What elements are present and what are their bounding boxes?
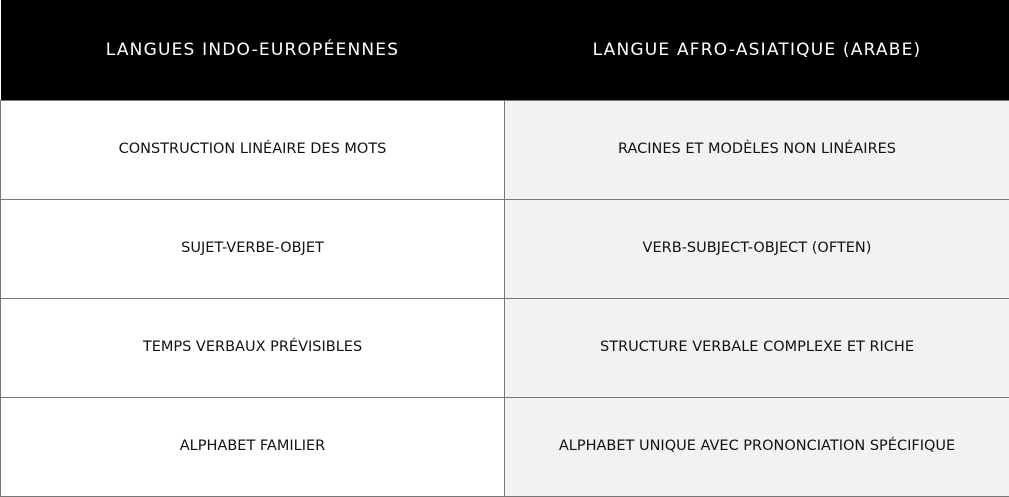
cell-indo-european: SUJET-VERBE-OBJET: [1, 200, 505, 299]
table-row: [1, 200, 1009, 299]
header-row: [1, 0, 1009, 101]
cell-afro-asiatic: ALPHABET UNIQUE AVEC PRONONCIATION SPÉCIFIQUE: [505, 398, 1009, 497]
header-indo-european: LANGUES INDO-EUROPÉENNES: [1, 0, 505, 101]
cell-indo-european: ALPHABET FAMILIER: [1, 398, 505, 497]
table-body: [1, 101, 1009, 497]
cell-afro-asiatic: STRUCTURE VERBALE COMPLEXE ET RICHE: [505, 299, 1009, 398]
header-afro-asiatic: LANGUE AFRO-ASIATIQUE (ARABE): [505, 0, 1009, 101]
table-row: [1, 398, 1009, 497]
cell-indo-european: TEMPS VERBAUX PRÉVISIBLES: [1, 299, 505, 398]
table-row: [1, 101, 1009, 200]
table-row: [1, 299, 1009, 398]
cell-afro-asiatic: VERB-SUBJECT-OBJECT (OFTEN): [505, 200, 1009, 299]
cell-afro-asiatic: RACINES ET MODÈLES NON LINÉAIRES: [505, 101, 1009, 200]
table-header: [1, 0, 1009, 101]
cell-indo-european: CONSTRUCTION LINÉAIRE DES MOTS: [1, 101, 505, 200]
